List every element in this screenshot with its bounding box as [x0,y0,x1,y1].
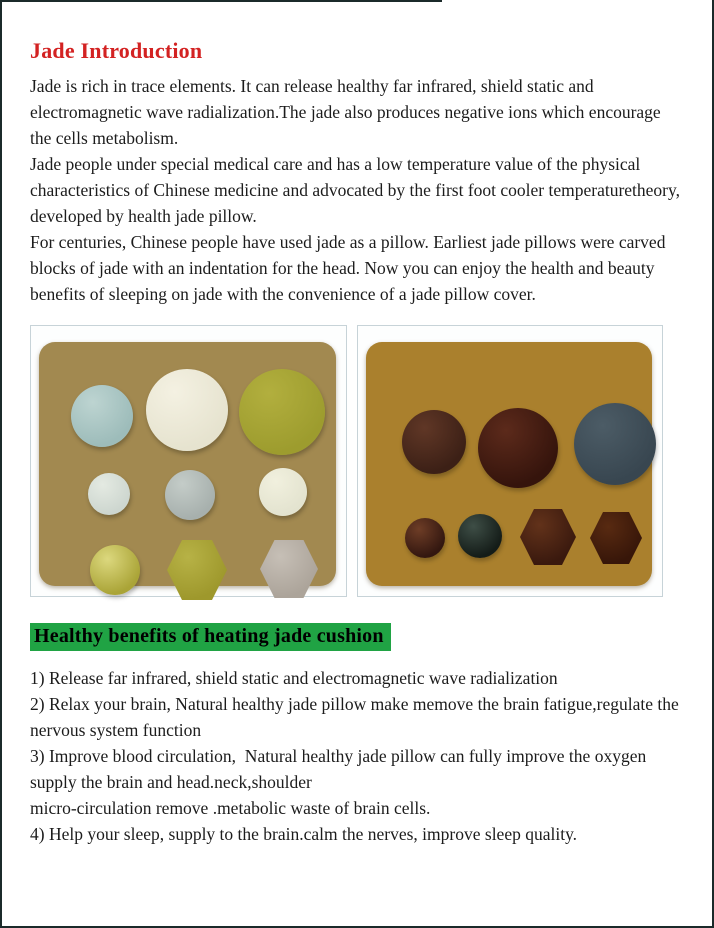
benefit-item: 4) Help your sleep, supply to the brain.calm the nerves, improve sleep quality. [30,824,578,844]
benefit-item: 3) Improve blood circulation, Natural healthy jade pillow can fully improve the oxygen supply the brain and head.neck,shoulder [30,746,651,792]
jade-disc-brown [402,410,466,474]
intro-title: Jade Introduction [30,38,203,63]
page-border-top [0,0,442,2]
benefit-item: 2) Relax your brain, Natural healthy jade pillow make memove the brain fatigue,regulate the nervous system function [30,694,684,740]
photo-light-jade-pieces [30,325,347,597]
benefits-list [30,665,684,847]
intro-paragraph: Jade people under special medical care and has a low temperature value of the physical characteristics of Chinese medicine and advocated by the first foot cooler temperaturetheory, developed by health jade pillow. [30,154,685,226]
jade-disc-slate [574,403,656,485]
jade-disc-blue [71,385,133,447]
tan-board [39,342,336,586]
jade-disc-olive [239,369,325,455]
jade-dome-black [458,514,502,558]
benefit-item: 1) Release far infrared, shield static and electromagnetic wave radialization [30,668,558,688]
jade-hexagon-carved [520,509,576,565]
page-border-left [0,0,2,928]
benefits-heading [30,623,684,651]
jade-hexagon-olive [167,540,227,600]
jade-small-disc-cream [259,468,307,516]
golden-board [366,342,652,586]
intro-paragraph: Jade is rich in trace elements. It can release healthy far infrared, shield static and electromagnetic wave radialization.The jade also produces negative ions which encourage the cells metabolism. [30,76,666,148]
benefit-item: micro-circulation remove .metabolic waste of brain cells. [30,798,431,818]
jade-disc-maroon [478,408,558,488]
page-content [0,38,714,847]
jade-dome-brown-small [405,518,445,558]
jade-hexagon-brown [590,512,642,564]
jade-dome-olive [90,545,140,595]
photo-dark-jade-pieces [357,325,663,597]
jade-small-disc-gray [165,470,215,520]
product-photo-gallery [30,325,684,597]
intro-paragraph: For centuries, Chinese people have used jade as a pillow. Earliest jade pillows were carved blocks of jade with an indentation for the head. Now you can enjoy the health and beauty benefits of sleeping on jade with the convenience of a jade pillow cover. [30,232,670,304]
intro-paragraphs [30,73,684,307]
jade-small-disc-pale [88,473,130,515]
jade-disc-cream [146,369,228,451]
jade-hexagon-tan [260,540,318,598]
benefits-title: Healthy benefits of heating jade cushion [30,623,391,651]
